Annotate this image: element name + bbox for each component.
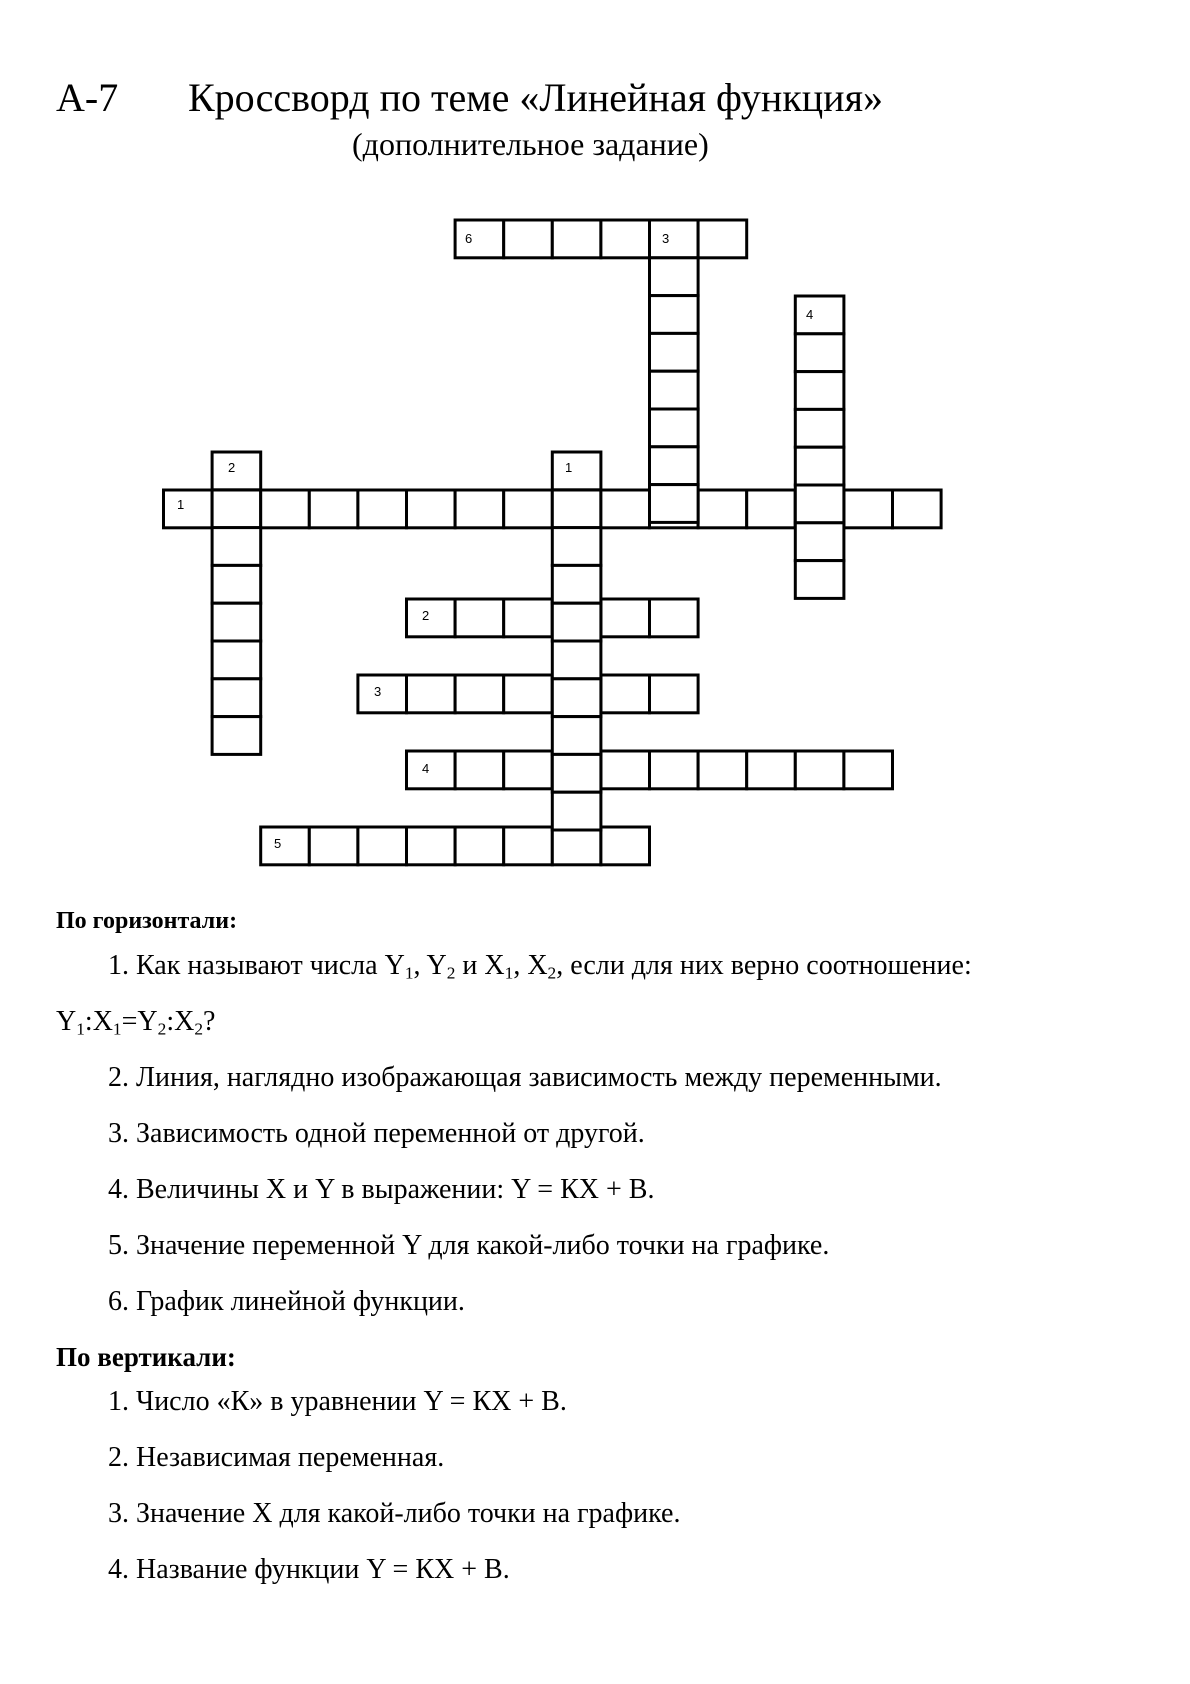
label-across-2: 2	[422, 608, 430, 623]
across-4-cell[interactable]	[747, 751, 796, 789]
down-3-cell[interactable]	[650, 485, 699, 523]
label-across-4: 4	[422, 761, 430, 776]
down-3-cell[interactable]	[650, 409, 699, 447]
across-1-cell[interactable]	[309, 490, 358, 528]
across-3-cell[interactable]	[504, 675, 553, 713]
across-4-cell[interactable]	[504, 751, 553, 789]
across-3-cell[interactable]	[650, 675, 699, 713]
across-1-cell[interactable]	[455, 490, 504, 528]
worksheet-code: А-7	[56, 75, 119, 120]
down-1-cell[interactable]	[552, 792, 601, 830]
down-1-cell[interactable]	[552, 565, 601, 603]
label-across-3: 3	[374, 684, 382, 699]
down-1-cell[interactable]	[552, 528, 601, 566]
across-4-cell[interactable]	[455, 751, 504, 789]
across-6-cell[interactable]	[698, 220, 747, 258]
across-3-cell[interactable]	[358, 675, 407, 713]
across-6-cell[interactable]	[455, 220, 504, 258]
across-5-cell[interactable]	[261, 827, 310, 865]
across-clue-2: 2. Линия, наглядно изображающая зависимость между переменными.	[108, 1062, 942, 1093]
across-2-cell[interactable]	[601, 599, 650, 637]
down-4-cell[interactable]	[795, 372, 844, 410]
down-clue-4: 4. Название функции Y = КX + В.	[108, 1554, 510, 1585]
across-5-cell[interactable]	[504, 827, 553, 865]
down-2-cell[interactable]	[212, 565, 261, 603]
down-1-cell[interactable]	[552, 641, 601, 679]
down-1-cell[interactable]	[552, 452, 601, 490]
across-1-cell[interactable]	[844, 490, 893, 528]
across-heading: По горизонтали:	[56, 908, 238, 934]
across-1-cell[interactable]	[698, 490, 747, 528]
down-3-cell[interactable]	[650, 333, 699, 371]
across-1-cell[interactable]	[504, 490, 553, 528]
down-2-cell[interactable]	[212, 603, 261, 641]
across-2-cell[interactable]	[407, 599, 456, 637]
page-subtitle: (дополнительное задание)	[352, 126, 709, 162]
label-across-5: 5	[274, 836, 282, 851]
down-4-cell[interactable]	[795, 485, 844, 523]
across-2-cell[interactable]	[650, 599, 699, 637]
down-2-cell[interactable]	[212, 452, 261, 490]
across-4-cell[interactable]	[698, 751, 747, 789]
across-4-cell[interactable]	[650, 751, 699, 789]
across-5-cell[interactable]	[358, 827, 407, 865]
across-4-cell[interactable]	[844, 751, 893, 789]
across-clue-4: 4. Величины X и Y в выражении: Y = КX + В.	[108, 1174, 655, 1205]
across-1-cell[interactable]	[601, 490, 650, 528]
across-5-cell[interactable]	[407, 827, 456, 865]
across-4-cell[interactable]	[407, 751, 456, 789]
across-2-cell[interactable]	[504, 599, 553, 637]
across-1-cell[interactable]	[164, 490, 213, 528]
down-2-cell[interactable]	[212, 679, 261, 717]
across-3-cell[interactable]	[455, 675, 504, 713]
down-3-cell[interactable]	[650, 447, 699, 485]
label-down-2: 2	[228, 460, 236, 475]
across-2-cell[interactable]	[455, 599, 504, 637]
across-1-cell[interactable]	[407, 490, 456, 528]
across-1-cell[interactable]	[552, 490, 601, 528]
across-clue-3: 3. Зависимость одной переменной от другой.	[108, 1118, 645, 1149]
down-1-cell[interactable]	[552, 679, 601, 717]
down-clue-2: 2. Независимая переменная.	[108, 1442, 445, 1473]
across-6-cell[interactable]	[650, 220, 699, 258]
down-4-cell[interactable]	[795, 334, 844, 372]
across-1-cell[interactable]	[747, 490, 796, 528]
label-down-4: 4	[806, 307, 814, 322]
across-clue-1: 1. Как называют числа $Y_1$, $Y_2$ и $X_1$, $X_2$, если для них верно соотношение:	[108, 950, 972, 983]
down-4-cell[interactable]	[795, 296, 844, 334]
down-1-cell[interactable]	[552, 603, 601, 641]
down-2-cell[interactable]	[212, 641, 261, 679]
across-1-cell[interactable]	[893, 490, 942, 528]
across-3-cell[interactable]	[601, 675, 650, 713]
across-4-cell[interactable]	[601, 751, 650, 789]
down-4-cell[interactable]	[795, 409, 844, 447]
page-title: Кроссворд по теме «Линейная функция»	[188, 75, 883, 120]
across-6-cell[interactable]	[601, 220, 650, 258]
label-across-6: 6	[465, 231, 473, 246]
across-1-cell[interactable]	[261, 490, 310, 528]
down-4-cell[interactable]	[795, 561, 844, 599]
across-4-cell[interactable]	[795, 751, 844, 789]
down-heading: По вертикали:	[56, 1342, 236, 1372]
label-down-1: 1	[565, 460, 573, 475]
down-4-cell[interactable]	[795, 447, 844, 485]
label-down-3: 3	[662, 231, 670, 246]
down-clue-1: 1. Число «К» в уравнении Y = КX + В.	[108, 1386, 567, 1417]
across-clue-6: 6. График линейной функции.	[108, 1286, 465, 1317]
across-clue-5: 5. Значение переменной Y для какой-либо точки на графике.	[108, 1230, 830, 1261]
down-3-cell[interactable]	[650, 371, 699, 409]
across-5-cell[interactable]	[309, 827, 358, 865]
down-3-cell[interactable]	[650, 258, 699, 296]
across-5-cell[interactable]	[552, 827, 601, 865]
down-clue-3: 3. Значение X для какой-либо точки на графике.	[108, 1498, 681, 1529]
down-4-cell[interactable]	[795, 523, 844, 561]
across-5-cell[interactable]	[455, 827, 504, 865]
across-clue-1-formula: $Y_1:X_1=Y_2:X_2$?	[56, 1006, 216, 1039]
clues-section	[56, 904, 1156, 1598]
across-1-cell[interactable]	[358, 490, 407, 528]
down-1-cell[interactable]	[552, 754, 601, 792]
across-6-cell[interactable]	[552, 220, 601, 258]
down-1-cell[interactable]	[552, 717, 601, 755]
down-2-cell[interactable]	[212, 528, 261, 566]
across-5-cell[interactable]	[601, 827, 650, 865]
across-6-cell[interactable]	[504, 220, 553, 258]
down-3-cell[interactable]	[650, 296, 699, 334]
down-2-cell[interactable]	[212, 717, 261, 755]
across-3-cell[interactable]	[407, 675, 456, 713]
across-1-cell[interactable]	[212, 490, 261, 528]
label-across-1: 1	[177, 497, 185, 512]
